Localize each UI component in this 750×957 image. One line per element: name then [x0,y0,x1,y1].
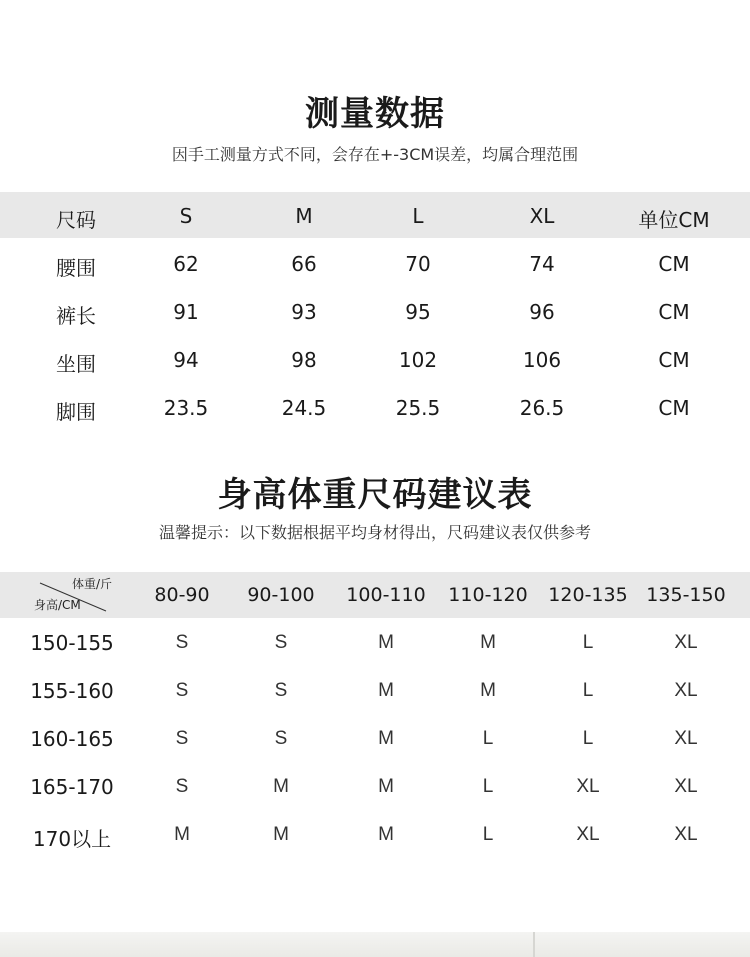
size-cell: L [482,776,494,797]
recommend-subtitle: 温馨提示：以下数据根据平均身材得出，尺码建议表仅供参考 [158,523,591,542]
measure-row-label: 腰围 [56,256,96,280]
measure-cell: 26.5 [519,396,565,420]
corner-height-label: 身高/CM [34,598,81,612]
size-cell: L [482,728,494,749]
size-cell: L [582,680,594,701]
measure-header-cell: M [295,204,313,228]
measure-header-cell: S [179,204,193,228]
measure-cell: 102 [398,348,438,372]
measure-subtitle: 因手工测量方式不同，会存在+-3CM误差，均属合理范围 [171,145,579,164]
measure-header-cell: 单位CM [638,208,710,232]
size-cell: S [175,632,189,653]
size-cell: S [175,728,189,749]
measure-row-label: 脚围 [56,400,96,424]
weight-range-header: 80-90 [154,584,210,606]
size-cell: S [274,632,288,653]
measure-header-cell: XL [529,204,555,228]
size-cell: S [274,728,288,749]
height-range-label: 160-165 [30,727,114,751]
size-cell: M [480,632,496,653]
measure-unit-cell: CM [658,300,690,324]
measure-header-cell: 尺码 [56,208,96,232]
measure-cell: 93 [291,300,317,324]
measure-cell: 23.5 [163,396,209,420]
size-cell: L [482,824,494,845]
measure-row-label: 坐围 [56,352,96,376]
measure-cell: 66 [291,252,317,276]
measure-unit-cell: CM [658,396,690,420]
size-cell: XL [674,728,698,749]
size-cell: XL [674,632,698,653]
size-cell: M [174,824,190,845]
size-cell: M [273,776,289,797]
size-cell: S [175,776,189,797]
measure-cell: 24.5 [281,396,327,420]
corner-header-cell [30,575,112,613]
size-cell: M [378,728,394,749]
size-cell: XL [674,776,698,797]
measure-header-cell: L [412,204,424,228]
height-range-label: 150-155 [30,631,114,655]
size-cell: XL [576,824,600,845]
measure-title: 测量数据 [305,94,445,134]
recommend-title: 身高体重尺码建议表 [217,475,533,515]
measure-cell: 98 [291,348,317,372]
measure-unit-cell: CM [658,348,690,372]
measure-cell: 96 [529,300,555,324]
height-range-label: 155-160 [30,679,114,703]
measure-cell: 95 [405,300,431,324]
weight-range-header: 120-135 [548,584,628,606]
footer-image-strip [0,932,750,957]
measure-cell: 70 [405,252,431,276]
size-cell: M [378,632,394,653]
corner-weight-label: 体重/斤 [71,577,112,591]
size-cell: XL [674,680,698,701]
size-cell: L [582,632,594,653]
size-cell: XL [576,776,600,797]
size-cell: M [378,776,394,797]
size-cell: L [582,728,594,749]
measure-cell: 91 [173,300,199,324]
weight-range-header: 135-150 [646,584,726,606]
height-range-label: 165-170 [30,775,114,799]
size-cell: XL [674,824,698,845]
size-cell: M [273,824,289,845]
measure-unit-cell: CM [658,252,690,276]
size-cell: S [274,680,288,701]
height-range-label: 170以上 [32,827,112,851]
size-cell: S [175,680,189,701]
measure-cell: 106 [522,348,562,372]
size-cell: M [378,824,394,845]
measure-row-label: 裤长 [56,304,96,328]
weight-range-header: 110-120 [448,584,528,606]
size-cell: M [480,680,496,701]
size-cell: M [378,680,394,701]
footer-divider [533,932,535,957]
weight-range-header: 100-110 [346,584,426,606]
measure-cell: 25.5 [395,396,441,420]
measure-cell: 94 [173,348,199,372]
measure-cell: 74 [529,252,555,276]
weight-range-header: 90-100 [247,584,315,606]
measure-cell: 62 [173,252,199,276]
